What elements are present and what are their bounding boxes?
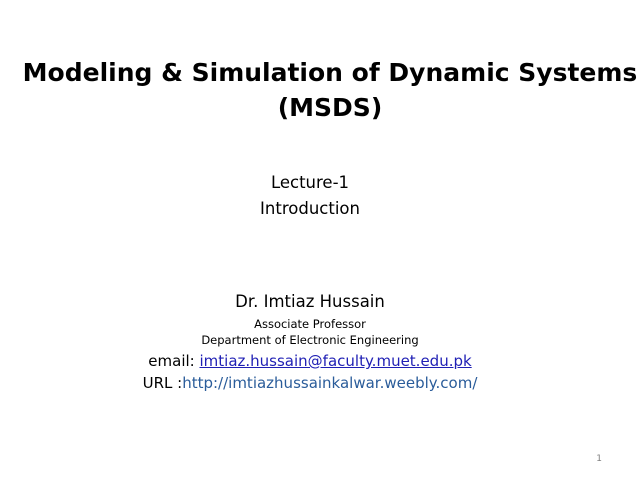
lecture-topic: Introduction <box>260 199 360 218</box>
email-line <box>0 350 620 372</box>
url-line <box>0 372 620 394</box>
slide-number: 1 <box>596 454 602 464</box>
email-label: email: <box>148 352 200 370</box>
slide-title <box>20 55 640 125</box>
url-link[interactable]: http://imtiazhussainkalwar.weebly.com/ <box>182 374 478 392</box>
lecture-info <box>210 170 410 222</box>
email-link[interactable]: imtiaz.hussain@faculty.muet.edu.pk <box>199 352 472 370</box>
lecture-number: Lecture-1 <box>270 173 350 192</box>
presenter-role: Associate Professor <box>254 317 366 331</box>
title-line-2: (MSDS) <box>277 93 383 122</box>
presenter-department: Department of Electronic Engineering <box>201 333 419 347</box>
title-line-1: Modeling & Simulation of Dynamic Systems <box>22 58 638 87</box>
presenter-name: Dr. Imtiaz Hussain <box>235 292 385 311</box>
url-label: URL : <box>142 374 183 392</box>
